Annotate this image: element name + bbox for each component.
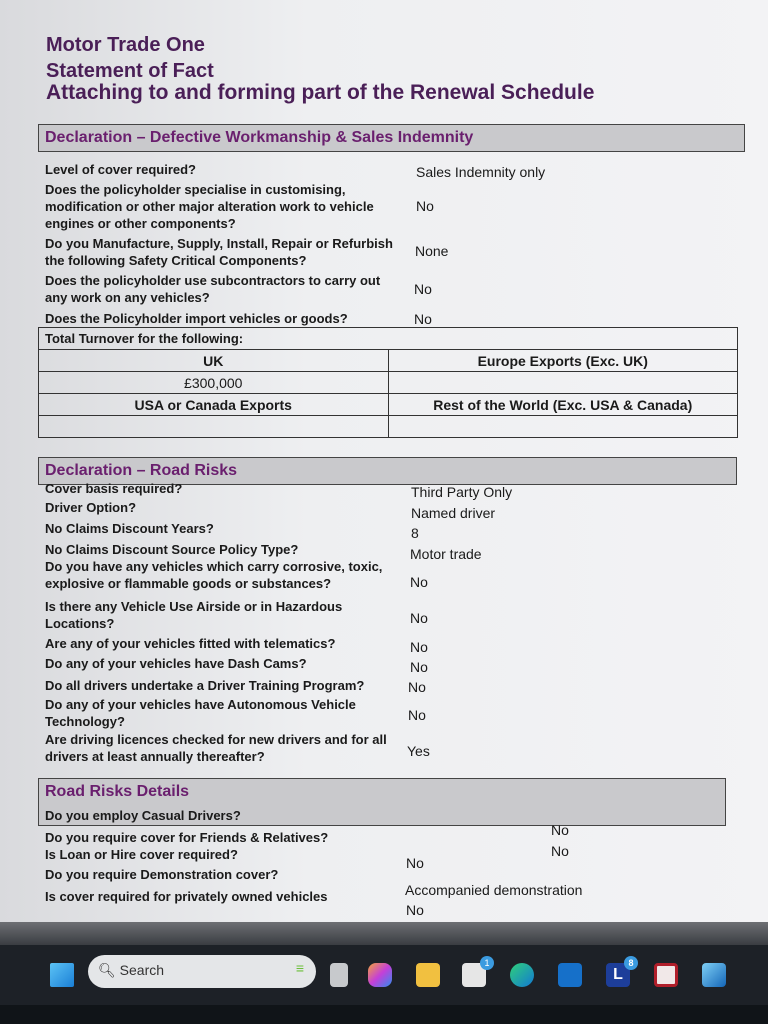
answer-value: Named driver <box>411 505 496 521</box>
answer-value: No <box>408 679 426 695</box>
section-header-defective-workmanship: Declaration – Defective Workmanship & Sales Indemnity <box>38 124 745 152</box>
rest-of-world-header: Rest of the World (Exc. USA & Canada) <box>388 394 738 416</box>
section-header-road-risks-details: Road Risks Details <box>38 778 726 826</box>
doc-subtitle: Statement of Fact <box>46 60 214 82</box>
answer-value: 8 <box>411 525 419 541</box>
question-label: Is Loan or Hire cover required? <box>45 847 238 862</box>
question-label: Do you Manufacture, Supply, Install, Repair or Refurbish the following Safety Critical Components? <box>45 236 393 268</box>
store-icon[interactable] <box>462 958 490 987</box>
store-badge: 1 <box>480 956 494 970</box>
app-badge: 8 <box>624 956 638 970</box>
usa-header: USA or Canada Exports <box>39 394 389 416</box>
europe-header: Europe Exports (Exc. UK) <box>388 350 738 372</box>
answer-value: No <box>410 574 428 590</box>
answer-value: No <box>408 707 426 723</box>
question-label: Do any of your vehicles have Autonomous Vehicle Technology? <box>45 697 356 729</box>
usa-value <box>39 416 389 438</box>
answer-value: No <box>406 855 424 871</box>
question-label: Do all drivers undertake a Driver Training Program? <box>45 678 365 693</box>
answer-value: No <box>551 843 569 859</box>
question-label: Cover basis required? <box>45 481 183 496</box>
question-label: No Claims Discount Years? <box>45 521 214 536</box>
question-label: Do you have any vehicles which carry corrosive, toxic, explosive or flammable goods or substances? <box>45 559 383 591</box>
bamboo-icon: ≡ <box>295 960 304 976</box>
uk-value: £300,000 <box>39 372 389 394</box>
question-label: Do you require Demonstration cover? <box>45 867 279 882</box>
question-label: Do you require cover for Friends & Relatives? <box>45 830 329 845</box>
app-letter: L <box>613 966 623 983</box>
search-placeholder: Search <box>119 962 165 978</box>
question-label: No Claims Discount Source Policy Type? <box>45 542 299 557</box>
question-label: Do any of your vehicles have Dash Cams? <box>45 656 307 671</box>
question-label: Is cover required for privately owned vehicles <box>45 889 328 904</box>
file-explorer-icon[interactable] <box>416 963 440 987</box>
question-label: Level of cover required? <box>45 162 196 177</box>
question-label: Do you employ Casual Drivers? <box>45 808 241 823</box>
turnover-label: Total Turnover for the following: <box>39 328 738 350</box>
answer-value: No <box>410 610 428 626</box>
answer-value: No <box>414 281 432 297</box>
answer-value: No <box>410 639 428 655</box>
section-header-road-risks: Declaration – Road Risks <box>38 457 737 485</box>
question-label: Are any of your vehicles fitted with telematics? <box>45 636 336 651</box>
answer-value: None <box>415 243 449 259</box>
answer-value: Third Party Only <box>411 484 513 500</box>
answer-value: Sales Indemnity only <box>416 164 546 180</box>
question-label: Driver Option? <box>45 500 137 515</box>
answer-value: No <box>406 902 424 918</box>
question-label: Does the policyholder use subcontractors to carry out any work on any vehicles? <box>45 273 381 305</box>
answer-value: No <box>410 659 428 675</box>
app-l-icon[interactable] <box>606 958 634 987</box>
answer-value: No <box>551 822 569 838</box>
windows-start-icon[interactable] <box>50 963 74 987</box>
search-icon: 🔍︎ <box>98 962 116 978</box>
answer-value: No <box>416 198 434 214</box>
question-label: Does the Policyholder import vehicles or goods? <box>45 311 348 326</box>
monitor-bezel <box>0 922 768 945</box>
rest-of-world-value <box>388 416 738 438</box>
question-label: Does the policyholder specialise in customising, modification or other major alteration work to vehicle engines or other components? <box>45 182 374 231</box>
uk-header: UK <box>39 350 389 372</box>
answer-value: Yes <box>407 743 430 759</box>
answer-value: No <box>414 311 432 327</box>
gift-icon[interactable] <box>654 963 678 987</box>
question-label: Is there any Vehicle Use Airside or in Hazardous Locations? <box>45 599 343 631</box>
europe-value <box>388 372 738 394</box>
taskbar-search[interactable] <box>88 955 316 988</box>
doc-subtitle-2: Attaching to and forming part of the Renewal Schedule <box>46 81 595 104</box>
outlook-icon[interactable] <box>558 963 582 987</box>
answer-value: Accompanied demonstration <box>405 882 583 898</box>
copilot-icon[interactable] <box>368 963 392 987</box>
turnover-table <box>38 327 738 438</box>
task-view-icon[interactable] <box>330 963 348 987</box>
edge-icon[interactable] <box>510 963 534 987</box>
question-label: Are driving licences checked for new drivers and for all drivers at least annually thereafter? <box>45 732 387 764</box>
doc-title: Motor Trade One <box>46 34 205 56</box>
photos-icon[interactable] <box>702 963 726 987</box>
answer-value: Motor trade <box>410 546 482 562</box>
